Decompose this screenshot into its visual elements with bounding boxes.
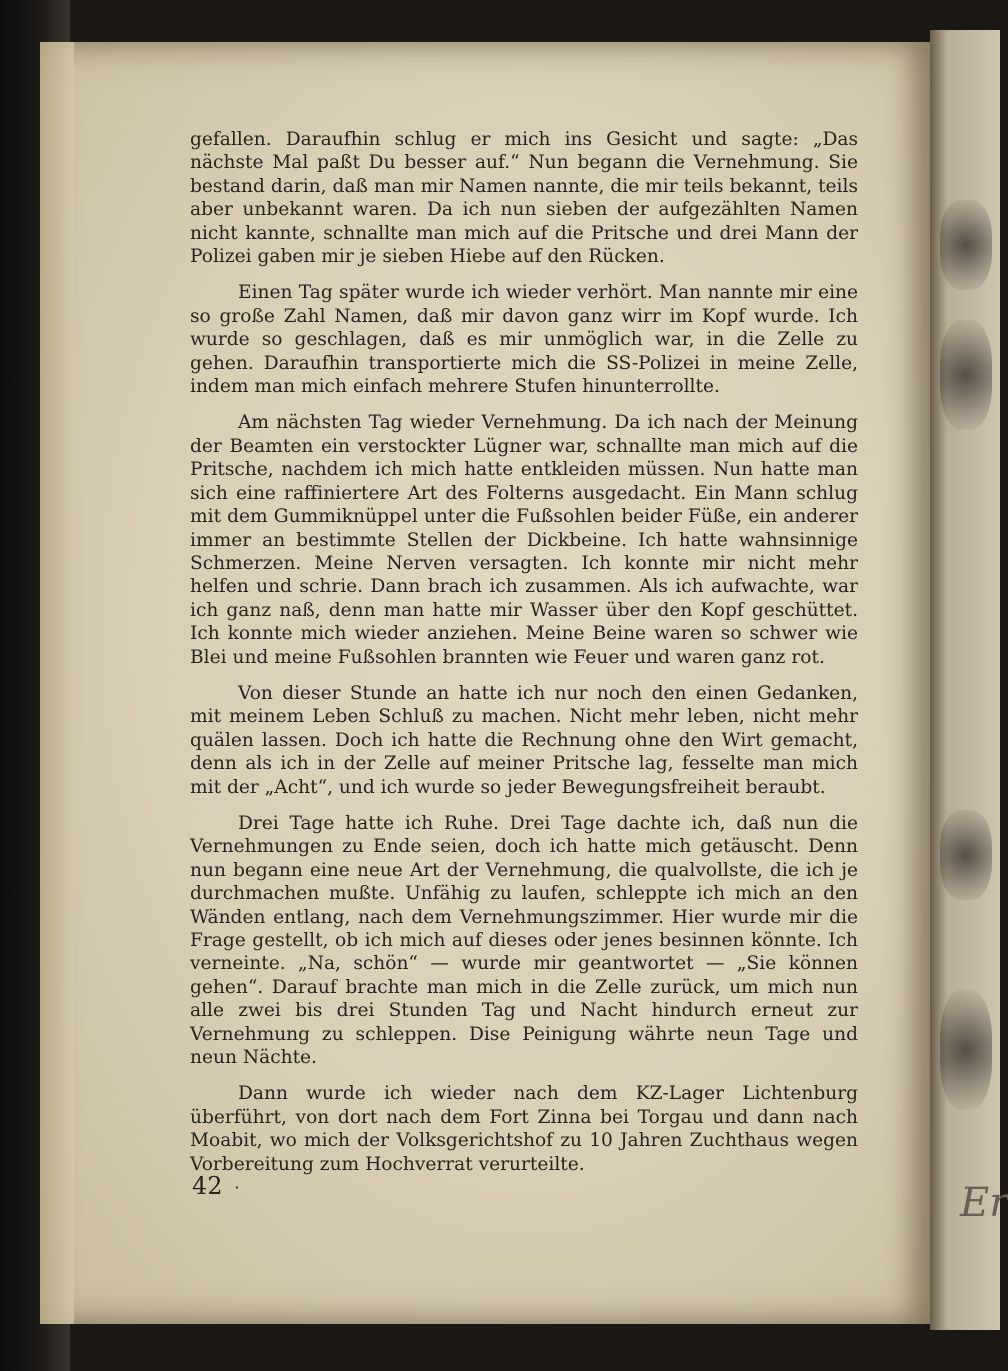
page-edge	[40, 42, 74, 1324]
page-number-mark: ·	[234, 1178, 240, 1197]
paragraph: Drei Tage hatte ich Ruhe. Drei Tage dachte ich, daß nun die Vernehmungen zu Ende seien, doch ich hatte mich getäuscht. Denn nun begann eine neue Art der Vernehmung, die qualvollste, die ich je durchmachen mußte. Unfähig zu laufen, schleppte ich mich an den Wänden entlang, nach dem Vernehmungszimmer. Hier wurde mir die Frage gestellt, ob ich mich auf dieses oder jenes besinnen könnte. Ich verneinte. „Na, schön“ — wurde mir geantwortet — „Sie können gehen“. Darauf brachte man mich in die Zelle zurück, um mich nun alle zwei bis drei Stunden Tag und Nacht hindurch erneut zur Vernehmung zu schleppen. Dise Peinigung währte neun Tage und neun Nächte.	[190, 812, 858, 1069]
paragraph: Von dieser Stunde an hatte ich nur noch den einen Gedanken, mit meinem Leben Schluß zu machen. Nicht mehr leben, nicht mehr quälen lassen. Doch ich hatte die Rechnung ohne den Wirt gemacht, denn als ich in der Zelle auf meiner Pritsche lag, fesselte man mich mit der „Acht“, und ich wurde so jeder Bewegungsfreiheit beraubt.	[190, 682, 858, 798]
body-text	[190, 128, 858, 1189]
page-number	[192, 1172, 240, 1200]
paragraph: Am nächsten Tag wieder Vernehmung. Da ich nach der Meinung der Beamten ein verstockter Lügner war, schnallte man mich auf die Pritsche, nachdem ich mich hatte entkleiden müssen. Nun hatte man sich eine raffiniertere Art des Folterns ausgedacht. Ein Mann schlug mit dem Gummiknüppel unter die Fußsohlen beider Füße, ein anderer immer an bestimmte Stellen der Dickbeine. Ich hatte wahnsinnige Schmerzen. Meine Nerven versagten. Ich konnte mir nicht mehr helfen und schrie. Dann brach ich zusammen. Als ich aufwachte, war ich ganz naß, denn man hatte mir Wasser über den Kopf geschüttet. Ich konnte mich wieder anziehen. Meine Beine waren so schwer wie Blei und meine Fußsohlen brannten wie Feuer und waren ganz rot.	[190, 412, 858, 668]
facing-illustration-mark	[940, 810, 992, 900]
facing-illustration-mark	[940, 320, 992, 430]
paragraph: gefallen. Daraufhin schlug er mich ins Gesicht und sagte: „Das nächste Mal paßt Du besser auf.“ Nun begann die Vernehmung. Sie bestand darin, daß man mir Namen nannte, die mir teils bekannt, teils aber unbekannt waren. Da ich nun sieben der aufgezählten Namen nicht kannte, schnallte man mich auf die Pritsche und drei Mann der Polizei gaben mir je sieben Hiebe auf den Rücken.	[190, 129, 858, 268]
page-number-value: 42	[192, 1172, 223, 1200]
facing-page-text-fragment: Er	[960, 1180, 1008, 1226]
paragraph: Dann wurde ich wieder nach dem KZ-Lager Lichtenburg überführt, von dort nach dem Fort Zinna bei Torgau und dann nach Moabit, wo mich der Volksgerichtshof zu 10 Jahren Zuchthaus wegen Vorbereitung zum Hochverrat verurteilte.	[190, 1083, 858, 1175]
facing-page	[930, 30, 1008, 1330]
facing-illustration-mark	[940, 200, 992, 290]
facing-illustration-mark	[940, 990, 992, 1110]
paragraph: Einen Tag später wurde ich wieder verhört. Man nannte mir eine so große Zahl Namen, daß mir davon ganz wirr im Kopf wurde. Ich wurde so geschlagen, daß es mir unmöglich war, in die Zelle zu gehen. Daraufhin transportierte mich die SS-Polizei in meine Zelle, indem man mich einfach mehrere Stufen hinunterrollte.	[190, 282, 858, 398]
